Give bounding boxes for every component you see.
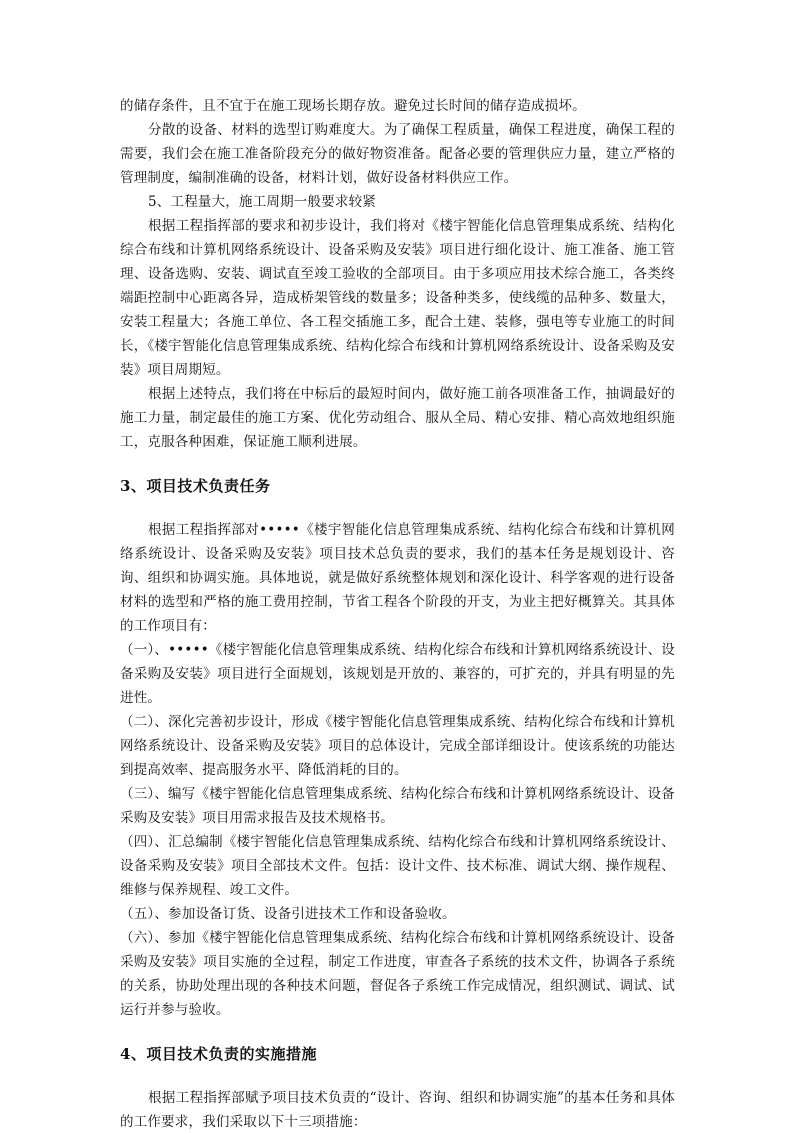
section-3-item-2: （二）、深化完善初步设计，形成《楼宇智能化信息管理集成系统、结构化综合布线和计算机网络系统设计、设备采购及安装》项目的总体设计，完成全部详细设计。使该系统的功能达到提高效率、提高服务水平、降低消耗的目的。 xyxy=(120,714,675,778)
section-4-intro: 根据工程指挥部赋予项目技术负责的“设计、咨询、组织和协调实施”的基本任务和具体的工作要求，我们采取以下十三项措施： xyxy=(120,1090,675,1130)
paragraph-procurement-difficulty: 分散的设备、材料的选型订购难度大。为了确保工程质量，确保工程进度，确保工程的需要，我们会在施工准备阶段充分的做好物资准备。配备必要的管理供应力量，建立严格的管理制度，编制准确的设备，材料计划，做好设备材料供应工作。 xyxy=(120,122,675,186)
section-3-heading: 3、项目技术负责任务 xyxy=(120,477,271,495)
section-3-item-3: （三）、编写《楼宇智能化信息管理集成系统、结构化综合布线和计算机网络系统设计、设备采购及安装》项目用需求报告及技术规格书。 xyxy=(120,786,675,826)
paragraph-construction-plan: 根据上述特点，我们将在中标后的最短时间内，做好施工前各项准备工作，抽调最好的施工力量，制定最佳的施工方案、优化劳动组合、服从全局、精心安排、精心高效地组织施工，克服各种困难，保证施工顺利进展。 xyxy=(120,386,675,450)
section-3-item-4: （四）、汇总编制《楼宇智能化信息管理集成系统、结构化综合布线和计算机网络系统设计、设备采购及安装》项目全部技术文件。包括：设计文件、技术标准、调试大纲、操作规程、维修与保养规程、竣工文件。 xyxy=(120,834,675,898)
paragraph-point-5: 5、工程量大，施工周期一般要求较紧 xyxy=(148,194,376,210)
section-3-item-6: （六）、参加《楼宇智能化信息管理集成系统、结构化综合布线和计算机网络系统设计、设备采购及安装》项目实施的全过程，制定工作进度，审查各子系统的技术文件，协调各子系统的关系，协助处理出现的各种技术问题，督促各子系统工作完成情况，组织测试、调试、试运行并参与验收。 xyxy=(120,930,675,1018)
section-3-item-1: （一）、•••••《楼宇智能化信息管理集成系统、结构化综合布线和计算机网络系统设计、设备采购及安装》项目进行全面规划，该规划是开放的、兼容的，可扩充的，并具有明显的先进性。 xyxy=(120,642,675,706)
paragraph-storage-conditions: 的储存条件，且不宜于在施工现场长期存放。避免过长时间的储存造成损坏。 xyxy=(120,98,586,114)
section-4-heading: 4、项目技术负责的实施措施 xyxy=(120,1045,317,1063)
section-3-item-5: （五）、参加设备订货、设备引进技术工作和设备验收。 xyxy=(120,906,456,922)
document-page xyxy=(120,94,675,1134)
section-3-intro: 根据工程指挥部对•••••《楼宇智能化信息管理集成系统、结构化综合布线和计算机网络系统设计、设备采购及安装》项目技术总负责的要求，我们的基本任务是规划设计、咨询、组织和协调实施。具体地说，就是做好系统整体规划和深化设计、科学客观的进行设备材料的选型和严格的施工费用控制，节省工程各个阶段的开支，为业主把好概算关。其具体的工作项目有： xyxy=(120,522,675,634)
paragraph-project-scope: 根据工程指挥部的要求和初步设计，我们将对《楼宇智能化信息管理集成系统、结构化综合布线和计算机网络系统设计、设备采购及安装》项目进行细化设计、施工准备、施工管理、设备选购、安装、调试直至竣工验收的全部项目。由于多项应用技术综合施工，各类终端距控制中心距离各异，造成桥架管线的数量多；设备种类多，使线缆的品种多、数量大，安装工程量大；各施工单位、各工程交插施工多，配合土建、装修，强电等专业施工的时间长，《楼宇智能化信息管理集成系统、结构化综合布线和计算机网络系统设计、设备采购及安装》项目周期短。 xyxy=(120,218,675,378)
